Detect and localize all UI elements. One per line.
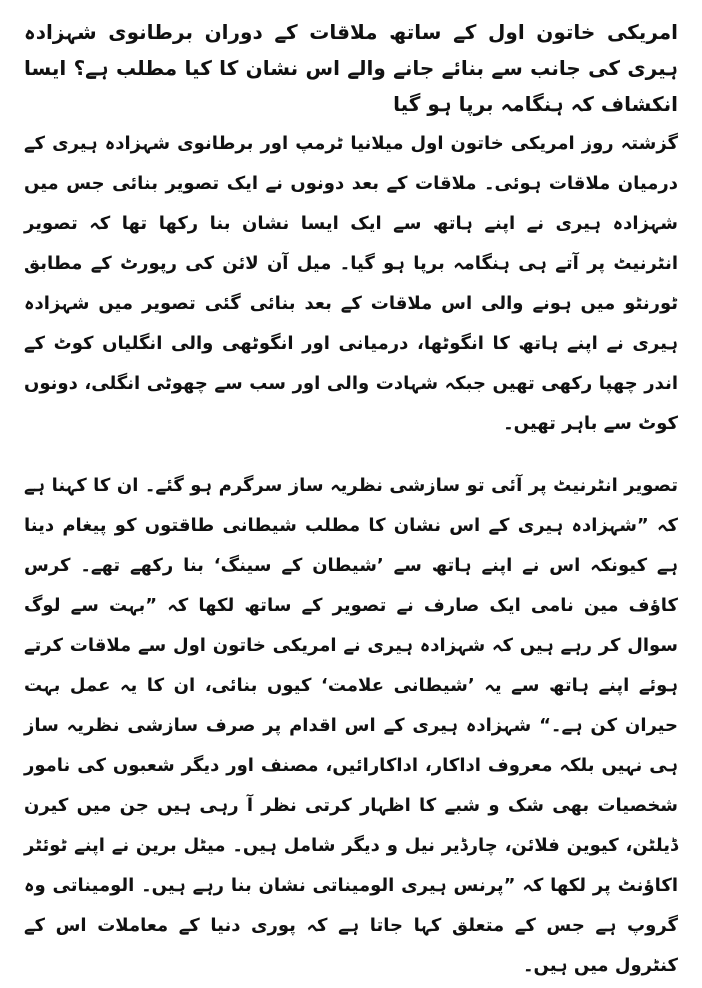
article-headline: امریکی خاتون اول کے ساتھ ملاقات کے دوران برطانوی شہزادہ ہیری کی جانب سے بنائے جانے والے اس نشان کا کیا مطلب ہے؟ ایسا انکشاف کہ ہنگامہ برپا ہو گیا bbox=[24, 20, 678, 116]
article-paragraph-1: گزشتہ روز امریکی خاتون اول میلانیا ٹرمپ اور برطانوی شہزادہ ہیری کے درمیان ملاقات ہوئی۔ ملاقات کے بعد دونوں نے ایک تصویر بنائی جس میں شہزادہ ہیری نے اپنے ہاتھ سے ایک ایسا نشان بنا رکھا تھا کہ تصویر انٹرنیٹ پر آتے ہی ہنگامہ برپا ہو گیا۔ میل آن لائن کی رپورٹ کے مطابق ٹورنٹو میں ہونے والی اس ملاقات کے بعد بنائی گئی تصویر میں شہزادہ ہیری نے اپنے ہاتھ کا انگوٹھا، درمیانی اور انگوٹھی والی انگلیاں کوٹ کے اندر چھپا رکھی تھیں جبکہ شہادت والی اور سب سے چھوٹی انگلی، دونوں کوٹ سے باہر تھیں۔ bbox=[24, 133, 678, 434]
article-paragraph-2: تصویر انٹرنیٹ پر آئی تو سازشی نظریہ ساز سرگرم ہو گئے۔ ان کا کہنا ہے کہ ”شہزادہ ہیری کے اس نشان کا مطلب شیطانی طاقتوں کو پیغام دینا ہے کیونکہ اس نے اپنے ہاتھ سے ’شیطان کے سینگ‘ بنا رکھے تھے۔ کرس کاؤف مین نامی ایک صارف نے تصویر کے ساتھ لکھا کہ ”بہت سے لوگ سوال کر رہے ہیں کہ شہزادہ ہیری نے امریکی خاتون اول سے ملاقات کرتے ہوئے اپنے ہاتھ سے یہ ’شیطانی علامت‘ کیوں بنائی، ان کا یہ عمل بہت حیران کن ہے۔“ شہزادہ ہیری کے اس اقدام پر صرف سازشی نظریہ ساز ہی نہیں بلکہ معروف اداکار، اداکارائیں، مصنف اور دیگر شعبوں کی نامور شخصیات بھی شک و شبے کا اظہار کرتی نظر آ رہی ہیں جن میں کیرن ڈیلٹن، کیوین فلائن، چارڈیر نیل و دیگر شامل ہیں۔ میٹل برین نے اپنے ٹوئٹر اکاؤنٹ پر لکھا کہ ”پرنس ہیری الومیناتی نشان بنا رہے ہیں۔ الومیناتی وہ گروپ ہے جس کے متعلق کہا جاتا ہے کہ پوری دنیا کے معاملات اس کے کنٹرول میں ہیں۔ bbox=[24, 475, 678, 976]
